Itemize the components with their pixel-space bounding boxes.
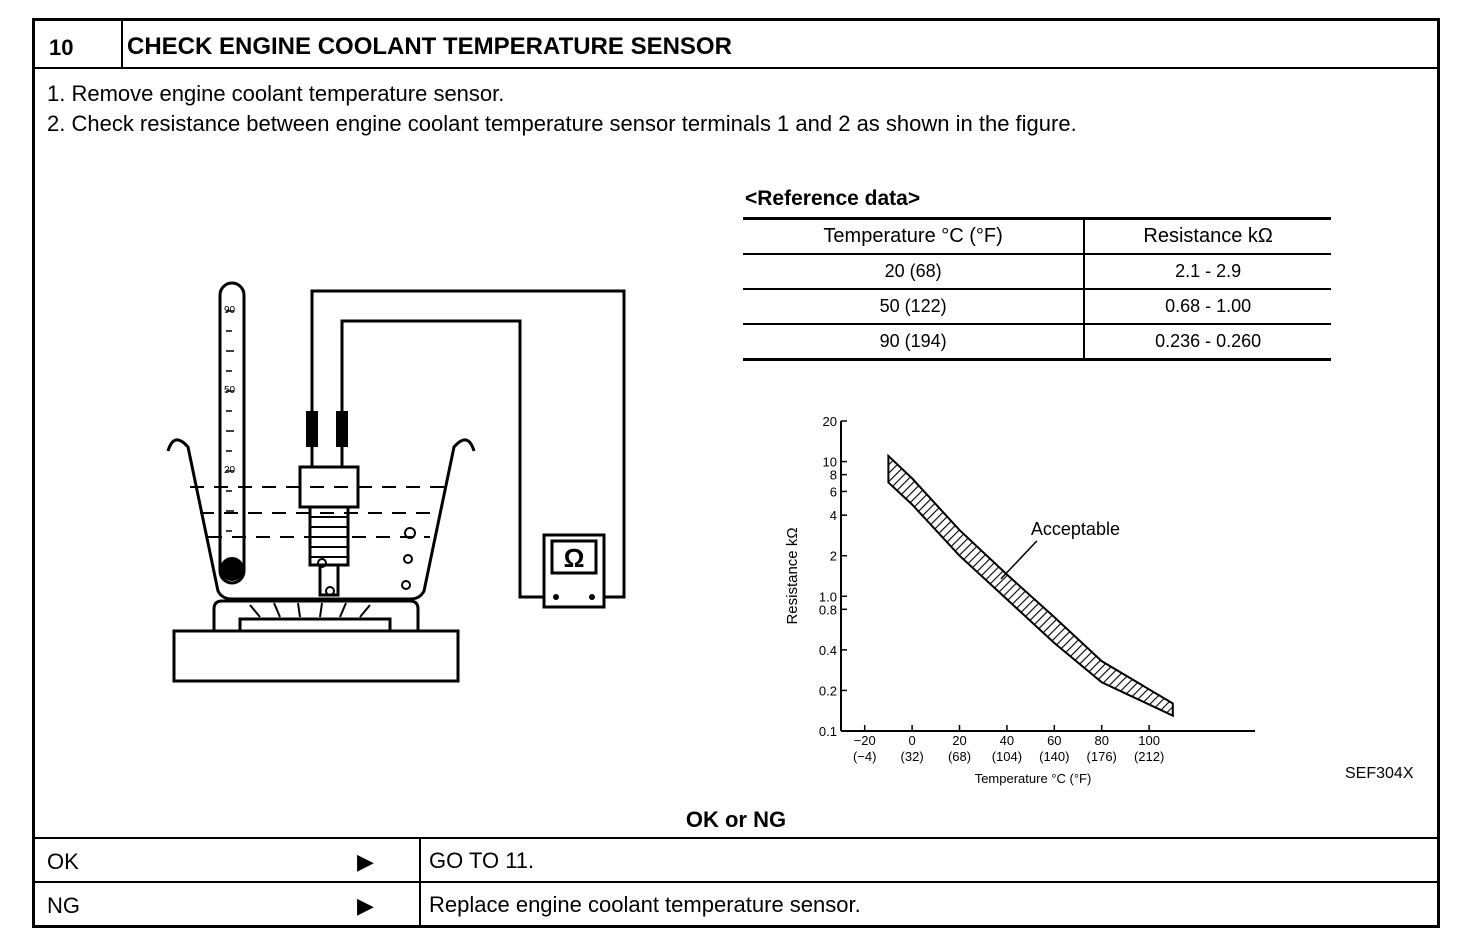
y-tick-label: 0.4 bbox=[818, 642, 837, 658]
resistance-temperature-chart bbox=[775, 391, 1275, 786]
x-tick-sublabel: (32) bbox=[900, 749, 924, 764]
resistance-cell: 0.68 - 1.00 bbox=[1165, 296, 1252, 316]
y-tick-label: 10 bbox=[822, 454, 837, 470]
x-tick-label: 100 bbox=[1138, 733, 1160, 748]
ohm-meter-symbol: Ω bbox=[563, 543, 585, 573]
table-row bbox=[743, 254, 1331, 289]
y-tick-label: 1.0 bbox=[818, 589, 837, 605]
band-leader-line bbox=[1001, 541, 1037, 579]
y-tick-label: 8 bbox=[829, 467, 837, 483]
x-tick-sublabel: (104) bbox=[991, 749, 1023, 764]
result-table bbox=[35, 837, 1437, 925]
figure-id: SEF304X bbox=[1345, 765, 1414, 782]
temperature-cell: 20 (68) bbox=[743, 254, 1084, 289]
procedure-title: CHECK ENGINE COOLANT TEMPERATURE SENSOR bbox=[127, 33, 732, 60]
procedure-box bbox=[32, 18, 1440, 928]
step-number: 10 bbox=[35, 21, 123, 67]
y-tick-label: 20 bbox=[822, 414, 837, 429]
thermometer-mark-50: 50 bbox=[224, 385, 236, 396]
x-tick-sublabel: (212) bbox=[1133, 749, 1165, 764]
temperature-cell: 90 (194) bbox=[743, 324, 1084, 360]
thermometer-mark-20: 20 bbox=[224, 465, 236, 476]
table-row bbox=[743, 324, 1331, 360]
reference-data-table bbox=[743, 217, 1331, 361]
arrow-right-icon: ▶ bbox=[357, 893, 374, 918]
table-row bbox=[743, 289, 1331, 324]
instruction-step-2: 2. Check resistance between engine coolant temperature sensor terminals 1 and 2 as shown in the figure. bbox=[47, 111, 1077, 136]
resistance-cell: 0.236 - 0.260 bbox=[1155, 331, 1262, 351]
y-tick-label: 0.2 bbox=[818, 683, 837, 699]
y-tick-label: 6 bbox=[829, 484, 837, 500]
y-tick-label: 2 bbox=[829, 548, 837, 564]
acceptable-band bbox=[888, 456, 1172, 716]
result-action: GO TO 11. bbox=[419, 839, 534, 881]
column-resistance: Resistance kΩ bbox=[1143, 225, 1273, 247]
result-row-ng bbox=[35, 881, 1437, 925]
y-tick-label: 0.8 bbox=[818, 602, 837, 618]
column-temperature: Temperature °C (°F) bbox=[743, 219, 1084, 255]
resistance-cell: 2.1 - 2.9 bbox=[1175, 261, 1242, 281]
arrow-right-icon: ▶ bbox=[357, 849, 374, 874]
result-label: NG bbox=[47, 893, 80, 918]
result-action: Replace engine coolant temperature sensor. bbox=[419, 883, 861, 925]
x-axis-label: Temperature °C (°F) bbox=[974, 771, 1092, 786]
x-tick-sublabel: (68) bbox=[947, 749, 972, 764]
sensor-test-illustration bbox=[160, 251, 640, 701]
ok-or-ng-heading: OK or NG bbox=[685, 807, 787, 832]
procedure-header bbox=[35, 21, 1437, 69]
result-row-ok bbox=[35, 837, 1437, 881]
y-tick-label: 4 bbox=[829, 508, 837, 524]
x-tick-sublabel: (176) bbox=[1086, 749, 1117, 764]
x-tick-label: 80 bbox=[1094, 733, 1109, 748]
x-tick-sublabel: (140) bbox=[1039, 749, 1070, 764]
instruction-list bbox=[47, 79, 1077, 139]
x-tick-label: 60 bbox=[1047, 733, 1062, 748]
x-tick-sublabel: (−4) bbox=[852, 749, 877, 764]
x-tick-label: −20 bbox=[853, 733, 876, 748]
result-label: OK bbox=[47, 849, 79, 874]
instruction-step-1: 1. Remove engine coolant temperature sensor. bbox=[47, 81, 505, 106]
y-axis-label: Resistance kΩ bbox=[784, 527, 801, 625]
thermometer-mark-90: 90 bbox=[224, 305, 236, 316]
y-tick-label: 0.1 bbox=[818, 724, 837, 739]
temperature-cell: 50 (122) bbox=[743, 289, 1084, 324]
x-tick-label: 0 bbox=[908, 733, 916, 748]
x-tick-label: 20 bbox=[952, 733, 967, 748]
x-tick-label: 40 bbox=[999, 733, 1015, 748]
band-label: Acceptable bbox=[1030, 518, 1120, 539]
table-header-row bbox=[743, 219, 1331, 255]
reference-data-title: <Reference data> bbox=[745, 187, 921, 210]
